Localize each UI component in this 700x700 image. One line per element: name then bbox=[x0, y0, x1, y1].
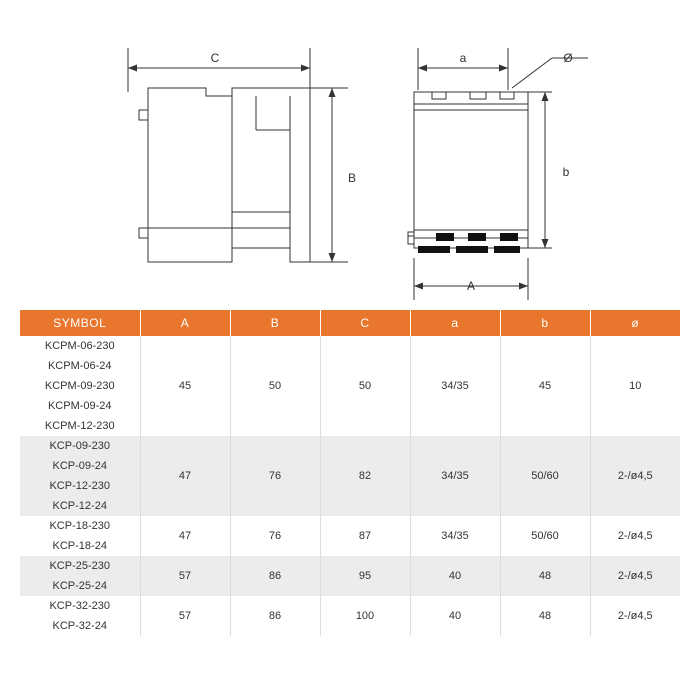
value-diameter: 2-/ø4,5 bbox=[617, 610, 653, 622]
value-a-upper: 57 bbox=[140, 596, 230, 636]
symbol-item: KCP-18-24 bbox=[52, 540, 107, 552]
technical-drawing bbox=[0, 0, 700, 310]
value-c-upper: 50 bbox=[320, 336, 410, 436]
symbol-item: KCP-12-24 bbox=[52, 500, 107, 512]
value-b-lower: 48 bbox=[500, 596, 590, 636]
symbol-item: KCP-18-230 bbox=[49, 520, 111, 532]
value-b-lower: 50/60 bbox=[500, 516, 590, 556]
label-dimension-c: C bbox=[210, 51, 220, 65]
label-dimension-a: a bbox=[459, 51, 467, 65]
header-c-upper: C bbox=[320, 310, 410, 336]
value-b-lower: 45 bbox=[500, 336, 590, 436]
value-b-upper: 50 bbox=[230, 336, 320, 436]
symbol-item: KCP-09-230 bbox=[49, 440, 111, 452]
label-dimension-A: A bbox=[466, 279, 476, 293]
value-b-upper: 86 bbox=[230, 596, 320, 636]
value-b-lower: 48 bbox=[500, 556, 590, 596]
symbol-item: KCPM-06-24 bbox=[47, 360, 112, 372]
header-a-upper: A bbox=[140, 310, 230, 336]
symbol-cell bbox=[20, 556, 140, 596]
dimension-b-line bbox=[310, 88, 348, 262]
value-c-upper: 95 bbox=[320, 556, 410, 596]
value-a-lower: 40 bbox=[410, 596, 500, 636]
value-a-lower: 34/35 bbox=[410, 516, 500, 556]
value-b-upper: 86 bbox=[230, 556, 320, 596]
label-dimension-b-left: B bbox=[347, 171, 357, 185]
symbol-cell bbox=[20, 516, 140, 556]
header-symbol: SYMBOL bbox=[20, 310, 140, 336]
table-header-row bbox=[20, 310, 680, 336]
dimension-b-right-line bbox=[528, 92, 552, 248]
header-b-upper: B bbox=[230, 310, 320, 336]
value-diameter: 2-/ø4,5 bbox=[590, 436, 680, 516]
value-c-upper: 82 bbox=[320, 436, 410, 516]
symbol-cell bbox=[20, 436, 140, 516]
symbol-item: KCP-12-230 bbox=[49, 480, 111, 492]
value-a-lower: 34/35 bbox=[410, 336, 500, 436]
symbol-item: KCP-09-24 bbox=[52, 460, 107, 472]
value-c-upper: 87 bbox=[320, 516, 410, 556]
header-b-lower: b bbox=[500, 310, 590, 336]
table-row bbox=[20, 336, 680, 436]
symbol-item: KCP-32-230 bbox=[49, 600, 111, 612]
value-diameter: 2-/ø4,5 bbox=[590, 556, 680, 596]
symbol-item: KCP-25-230 bbox=[49, 560, 111, 572]
value-b-lower: 50/60 bbox=[500, 436, 590, 516]
terminal-blocks bbox=[418, 233, 520, 253]
label-dimension-b-right: b bbox=[562, 165, 570, 179]
value-a-upper: 57 bbox=[140, 556, 230, 596]
value-diameter: 2-/ø4,5 bbox=[617, 530, 653, 542]
symbol-item: KCPM-06-230 bbox=[44, 340, 115, 352]
value-a-lower: 34/35 bbox=[410, 436, 500, 516]
dimensions-table bbox=[20, 310, 680, 636]
table-row bbox=[20, 436, 680, 516]
diameter-leader bbox=[512, 58, 588, 88]
value-a-upper: 47 bbox=[140, 516, 230, 556]
header-a-lower: a bbox=[410, 310, 500, 336]
value-b-upper: 76 bbox=[230, 516, 320, 556]
label-dimension-diameter: Ø bbox=[563, 51, 573, 65]
value-b-upper: 76 bbox=[230, 436, 320, 516]
header-diameter: ø bbox=[590, 310, 680, 336]
value-diameter: 10 bbox=[629, 380, 642, 392]
symbol-item: KCP-32-24 bbox=[52, 620, 107, 632]
symbol-cell bbox=[20, 336, 140, 436]
table-row bbox=[20, 516, 680, 556]
value-c-upper: 100 bbox=[320, 596, 410, 636]
value-a-lower: 40 bbox=[410, 556, 500, 596]
value-a-upper: 47 bbox=[140, 436, 230, 516]
symbol-item: KCPM-09-24 bbox=[47, 400, 112, 412]
symbol-cell bbox=[20, 596, 140, 636]
symbol-item: KCPM-12-230 bbox=[44, 420, 115, 432]
table-row bbox=[20, 596, 680, 636]
symbol-item: KCPM-09-230 bbox=[44, 380, 115, 392]
symbol-item: KCP-25-24 bbox=[52, 580, 107, 592]
table-row bbox=[20, 556, 680, 596]
value-a-upper: 45 bbox=[140, 336, 230, 436]
